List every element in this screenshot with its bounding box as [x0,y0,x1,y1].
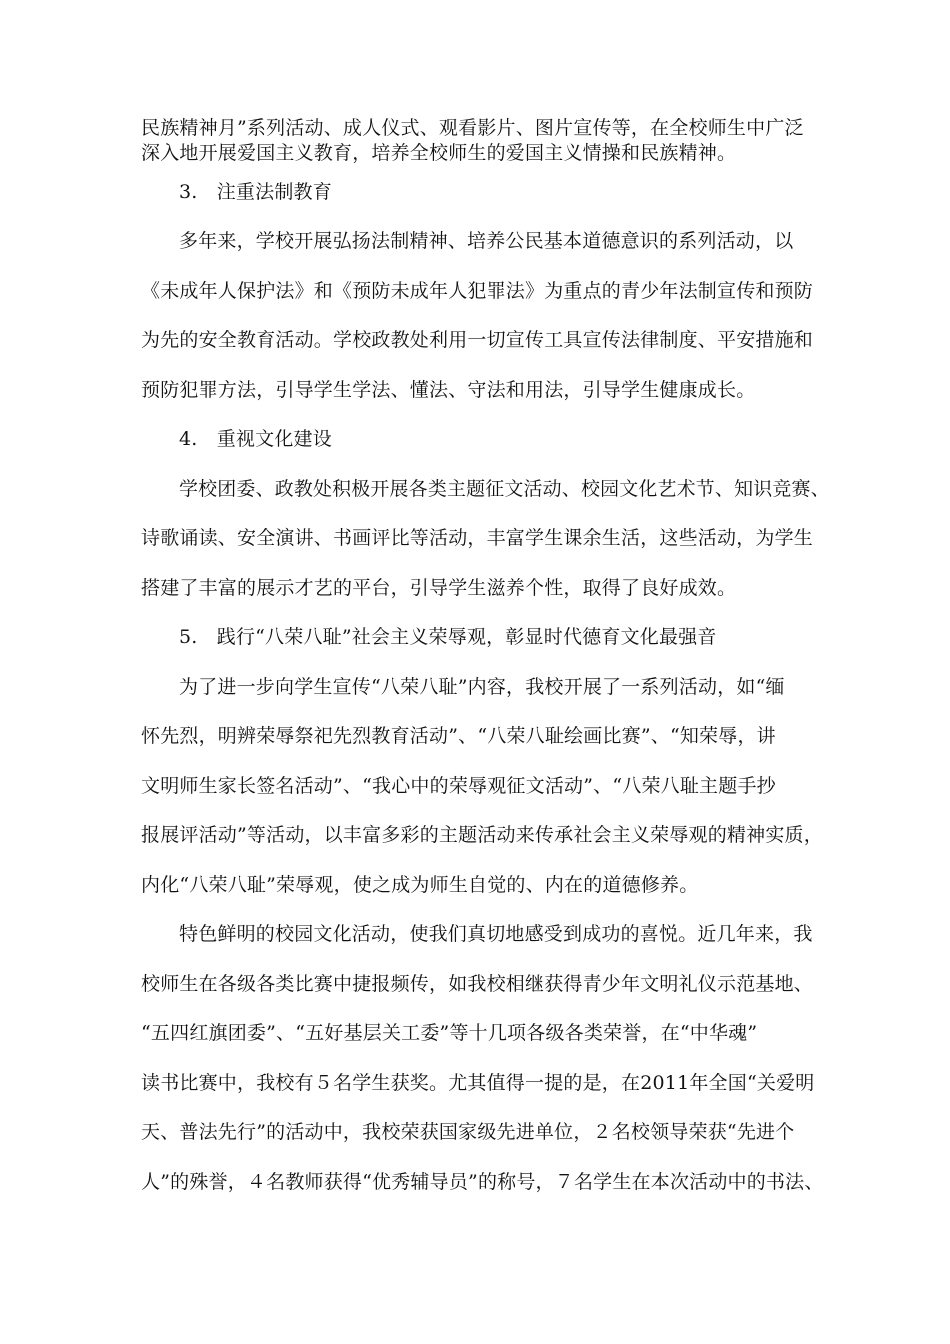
section-5-line-5: 内化“八荣八耻”荣辱观，使之成为师生自觉的、内在的道德修养。 [141,874,699,896]
section-3-line-4: 预防犯罪方法，引导学生学法、懂法、守法和用法，引导学生健康成长。 [141,379,756,401]
section-5-heading: 5. 践行“八荣八耻”社会主义荣辱观，彰显时代德育文化最强音 [179,626,717,648]
section-3-line-2: 《未成年人保护法》和《预防未成年人犯罪法》为重点的青少年法制宣传和预防 [141,280,814,302]
section-5-line-3: 文明师生家长签名活动”、“我心中的荣辱观征文活动”、“八荣八耻主题手抄 [141,775,776,797]
section-3-line-1: 多年来，学校开展弘扬法制精神、培养公民基本道德意识的系列活动，以 [179,230,794,252]
section-4-line-2: 诗歌诵读、安全演讲、书画评比等活动，丰富学生课余生活，这些活动，为学生 [141,527,814,549]
closing-line-4: 读书比赛中，我校有５名学生获奖。尤其值得一提的是，在2011年全国“关爱明 [141,1072,815,1094]
section-5-line-4: 报展评活动”等活动，以丰富多彩的主题活动来传承社会主义荣辱观的精神实质， [141,824,823,846]
section-3-heading: 3. 注重法制教育 [179,181,332,203]
section-4-heading: 4. 重视文化建设 [179,428,332,450]
intro-line-1: 民族精神月”系列活动、成人仪式、观看影片、图片宣传等，在全校师生中广泛 [141,117,804,139]
section-4-line-3: 搭建了丰富的展示才艺的平台，引导学生滋养个性，取得了良好成效。 [141,577,737,599]
section-3-line-3: 为先的安全教育活动。学校政教处利用一切宣传工具宣传法律制度、平安措施和 [141,329,814,351]
section-4-line-1: 学校团委、政教处积极开展各类主题征文活动、校园文化艺术节、知识竞赛、 [179,478,830,500]
closing-line-2: 校师生在各级各类比赛中捷报频传，如我校相继获得青少年文明礼仪示范基地、 [141,973,814,995]
closing-line-3: “五四红旗团委”、“五好基层关工委”等十几项各级各类荣誉，在“中华魂” [141,1022,758,1044]
section-5-line-2: 怀先烈，明辨荣辱祭祀先烈教育活动”、“八荣八耻绘画比赛”、“知荣辱，讲 [141,725,776,747]
section-5-line-1: 为了进一步向学生宣传“八荣八耻”内容，我校开展了一系列活动，如“缅 [179,676,785,698]
closing-line-6: 人”的殊誉，４名教师获得“优秀辅导员”的称号，７名学生在本次活动中的书法、 [141,1171,824,1193]
closing-line-1: 特色鲜明的校园文化活动，使我们真切地感受到成功的喜悦。近几年来，我 [179,923,813,945]
intro-line-2: 深入地开展爱国主义教育，培养全校师生的爱国主义情操和民族精神。 [141,142,737,164]
closing-line-5: 天、普法先行”的活动中，我校荣获国家级先进单位，２名校领导荣获“先进个 [141,1121,795,1143]
